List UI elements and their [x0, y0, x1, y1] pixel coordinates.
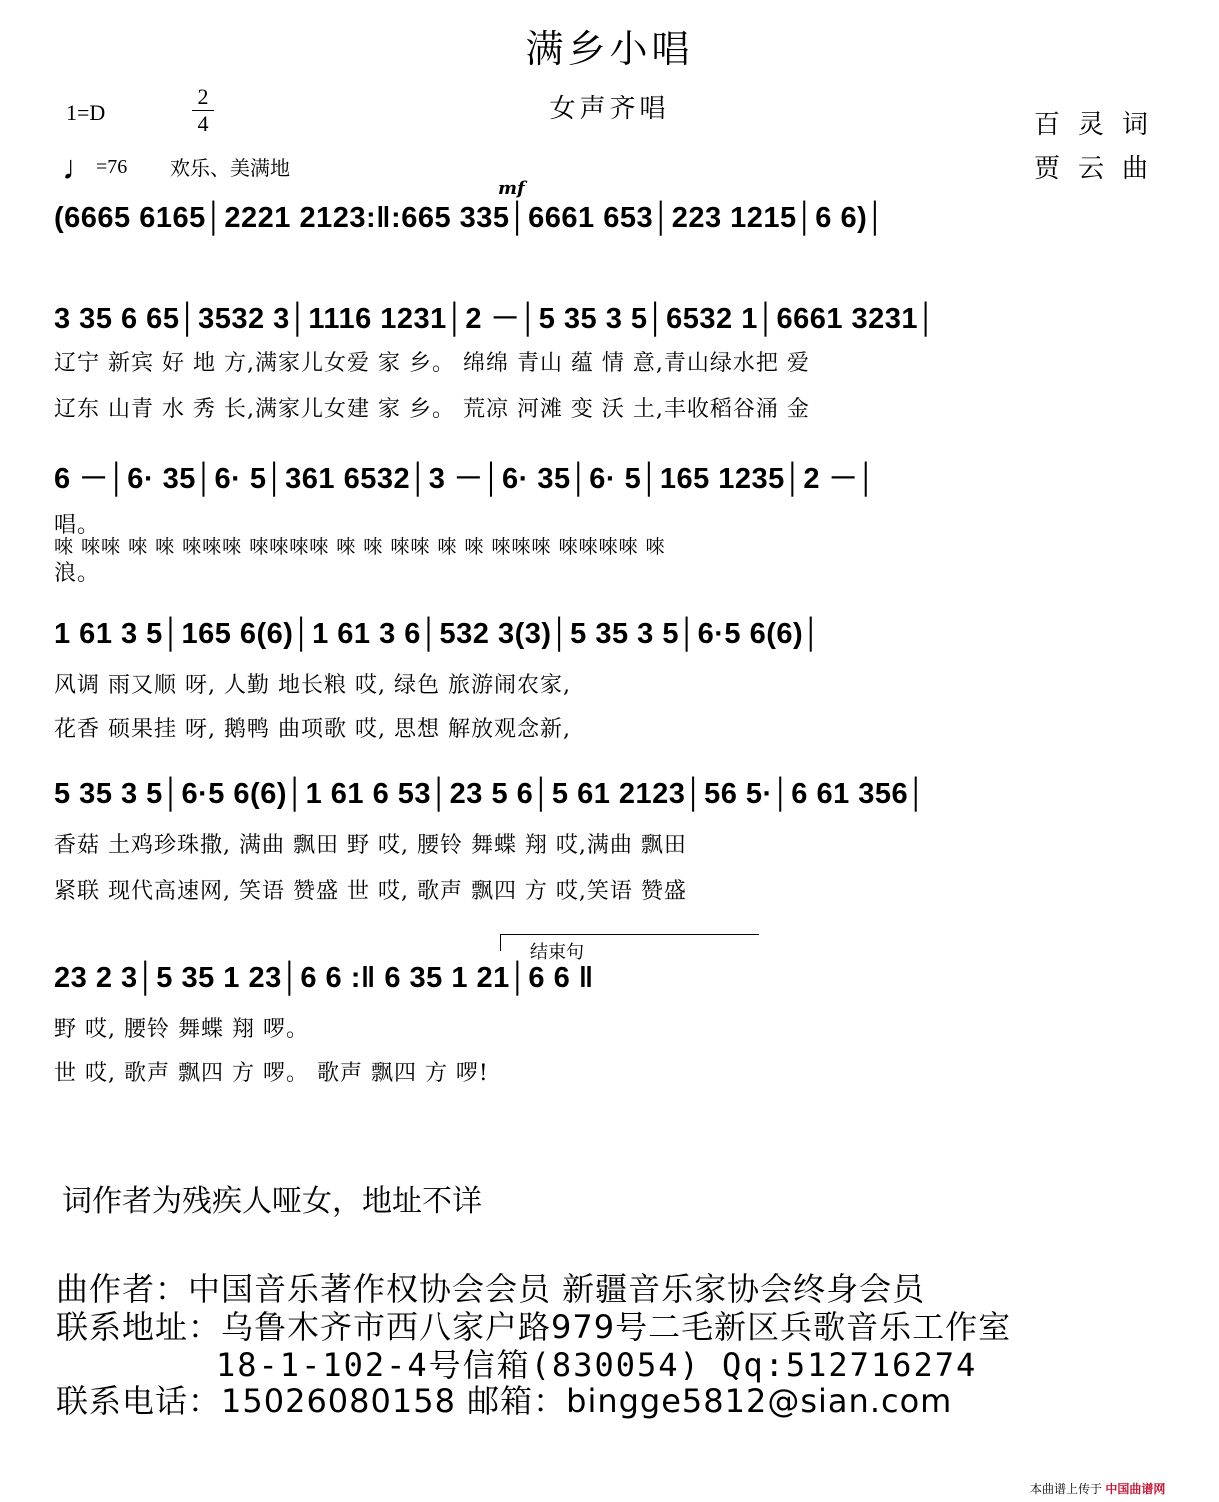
phone-email: 联系电话：15026080158 邮箱：bingge5812@sian.com — [56, 1382, 953, 1420]
score-line-6: 23 2 3│5 35 1 23│6 6 :‖ 6 35 1 21│6 6 ‖ — [54, 962, 594, 994]
site-credit — [1030, 1480, 1165, 1497]
tempo-marking — [62, 150, 127, 188]
quarter-note-icon: ♩ — [62, 150, 96, 187]
lyric-line-5-verse-1: 香菇 土鸡珍珠撒, 满曲 飘田 野 哎, 腰铃 舞蝶 翔 哎,满曲 飘田 — [54, 833, 687, 858]
lyric-line-4-verse-1: 风调 雨又顺 呀, 人勤 地长粮 哎, 绿色 旅游闹农家, — [54, 673, 571, 698]
time-signature — [188, 84, 218, 137]
song-title: 满乡小唱 — [525, 27, 694, 71]
site-logo: 中国曲谱网 — [1105, 1482, 1166, 1496]
lyric-line-6-verse-1: 野 哎, 腰铃 舞蝶 翔 啰。 — [54, 1017, 309, 1042]
ending-label: 结束句 — [530, 942, 584, 963]
expression-marking: 欢乐、美满地 — [170, 156, 290, 180]
score-line-5: 5 35 3 5│6·5 6(6)│1 61 6 53│23 5 6│5 61 2123│56 5·│6 61 356│ — [54, 778, 927, 810]
score-line-4: 1 61 3 5│165 6(6)│1 61 3 6│532 3(3)│5 35 3 5│6·5 6(6)│ — [54, 618, 822, 650]
composer-credit: 贾云曲 — [1034, 154, 1167, 184]
lyricist-note: 词作者为残疾人哑女，地址不详 — [62, 1184, 482, 1219]
time-signature-top: 2 — [197, 84, 209, 109]
tempo-value: =76 — [96, 156, 128, 178]
lyric-line-3-filler: 唻 唻唻 唻 唻 唻唻唻 唻唻唻唻 唻 唻 唻唻 唻 唻 唻唻唻 唻唻唻唻 唻 — [54, 536, 666, 558]
lyric-line-3-verse-2: 浪。 — [54, 561, 101, 586]
lyricist-credit: 百灵词 — [1034, 110, 1167, 140]
key-signature: 1=D — [66, 100, 106, 125]
address-line-1: 联系地址：乌鲁木齐市西八家户路979号二毛新区兵歌音乐工作室 — [56, 1308, 1012, 1346]
score-line-2: 3 35 6 65│3532 3│1116 1231│2 －│5 35 3 5│6532 1│6661 3231│ — [54, 303, 937, 335]
score-line-1: (6665 6165│2221 2123:‖:665 335│6661 653│223 1215│6 6)│ — [54, 202, 886, 234]
upload-text: 本曲谱上传于 — [1030, 1482, 1103, 1496]
lyric-line-5-verse-2: 紧联 现代高速网, 笑语 赞盛 世 哎, 歌声 飘四 方 哎,笑语 赞盛 — [54, 879, 687, 904]
lyric-line-2-verse-1: 辽宁 新宾 好 地 方,满家儿女爱 家 乡。 绵绵 青山 蕴 情 意,青山绿水把 爱 — [54, 351, 810, 376]
lyric-line-2-verse-2: 辽东 山青 水 秀 长,满家儿女建 家 乡。 荒凉 河滩 变 沃 土,丰收稻谷涌 金 — [54, 397, 810, 422]
lyric-line-3-verse-1: 唱。 — [54, 513, 101, 538]
dynamic-marking: mf — [498, 178, 525, 199]
time-signature-bottom: 4 — [197, 111, 209, 136]
lyric-line-4-verse-2: 花香 硕果挂 呀, 鹅鸭 曲项歌 哎, 思想 解放观念新, — [54, 717, 571, 742]
composer-info: 曲作者：中国音乐著作权协会会员 新疆音乐家协会终身会员 — [56, 1270, 926, 1308]
address-line-2: 18-1-102-4号信箱(830054) Qq:512716274 — [216, 1346, 978, 1384]
song-subtitle: 女声齐唱 — [549, 94, 670, 124]
lyric-line-6-verse-2: 世 哎, 歌声 飘四 方 啰。 歌声 飘四 方 啰! — [54, 1061, 489, 1086]
score-line-3: 6 －│6· 35│6· 5│361 6532│3 －│6· 35│6· 5│165 1235│2 －│ — [54, 463, 877, 495]
